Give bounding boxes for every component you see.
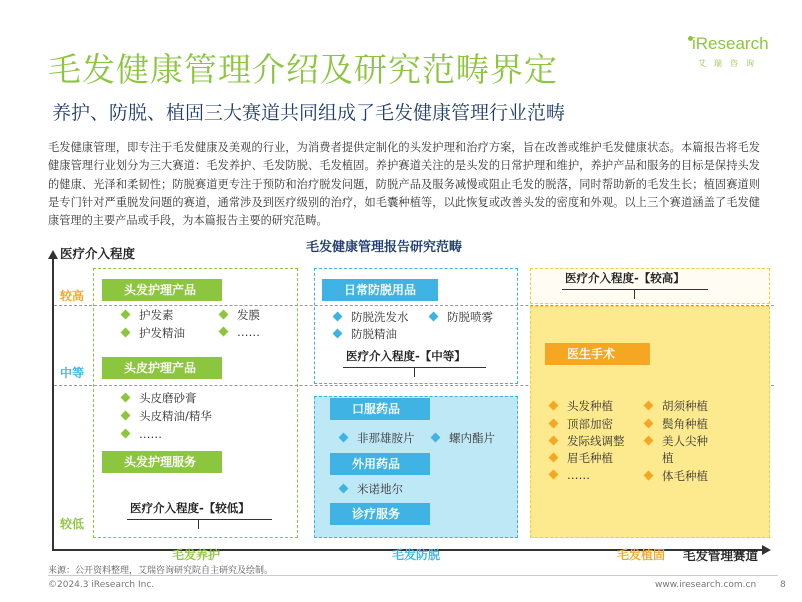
callout-underline xyxy=(562,289,708,290)
level-mid-text: 中等 xyxy=(60,366,85,380)
track-label-transplant: 毛发植固 xyxy=(617,548,666,562)
diamond-bullet-icon xyxy=(339,484,349,494)
x-axis-label: 毛发管理赛道 xyxy=(683,548,759,563)
level-high xyxy=(60,287,84,304)
category-daily-antiloss: 日常防脱用品 xyxy=(322,279,438,301)
page-title: 毛发健康管理介绍及研究范畴界定 xyxy=(48,50,558,89)
category-surgery: 医生手术 xyxy=(545,343,650,365)
category-hair-care-products: 头发护理产品 xyxy=(102,279,222,301)
diamond-bullet-icon xyxy=(644,436,654,446)
track-label-care: 毛发养护 xyxy=(172,548,221,562)
list-item: 头皮磨砂膏 xyxy=(122,390,197,406)
callout-tick xyxy=(634,289,635,299)
level-low-text: 较低 xyxy=(60,517,85,531)
diamond-bullet-icon xyxy=(644,401,654,411)
logo-brand: iResearch xyxy=(692,34,769,53)
diamond-bullet-icon xyxy=(549,453,559,463)
transplant-intervention-label: 医疗介入程度-【较高】 xyxy=(565,271,685,285)
category-topical-drugs: 外用药品 xyxy=(330,453,430,475)
diamond-bullet-icon xyxy=(121,393,131,403)
list-item: 发际线调整 xyxy=(550,433,625,449)
diamond-bullet-icon xyxy=(121,429,131,439)
list-item: 胡须种植 xyxy=(645,398,708,414)
list-item-continuation: 植 xyxy=(662,451,674,465)
callout-underline xyxy=(127,519,272,520)
category-oral-drugs: 口服药品 xyxy=(330,398,430,420)
list-item: 护发精油 xyxy=(122,325,185,341)
list-item: 防脱精油 xyxy=(334,326,397,342)
category-hair-care-services: 头发护理服务 xyxy=(102,451,222,473)
copyright: ©2024.3 iResearch Inc. xyxy=(48,580,155,590)
list-item: 非那雄胺片 xyxy=(340,430,415,446)
diamond-bullet-icon xyxy=(121,310,131,320)
diamond-bullet-icon xyxy=(549,436,559,446)
diamond-bullet-icon xyxy=(333,329,343,339)
website-link[interactable]: www.iresearch.com.cn xyxy=(655,580,757,590)
diamond-bullet-icon xyxy=(333,312,343,322)
list-item: 眉毛种植 xyxy=(550,450,613,466)
diamond-bullet-icon xyxy=(429,312,439,322)
intro-paragraph: 毛发健康管理，即专注于毛发健康及美观的行业，为消费者提供定制化的头发护理和治疗方案，旨在改善或维护毛发健康状态。本篇报告将毛发健康管理行业划分为三大赛道：毛发养护、毛发防脱、毛发植固。养护赛道关注的是头发的日常护理和维护，养护产品和服务的目标是保持头发的健康、光泽和柔韧性；防脱赛道更专注于预防和治疗脱发问题，防脱产品及服务减慢或阻止毛发的脱落，同时帮助新的毛发生长；植固赛道则是专门针对严重脱发问题的赛道，通常涉及到医疗级别的治疗，如毛囊种植等，以此恢复或改善头发的密度和外观。以上三个赛道涵盖了毛发健康管理的主要产品或手段，为本篇报告主要的研究范畴。 xyxy=(48,141,760,228)
list-item: 体毛种植 xyxy=(645,468,708,484)
diamond-bullet-icon xyxy=(339,433,349,443)
list-item: 鬓角种植 xyxy=(645,416,708,432)
track-label-antiloss: 毛发防脱 xyxy=(392,548,441,562)
diamond-bullet-icon xyxy=(219,310,229,320)
page-subtitle: 养护、防脱、植固三大赛道共同组成了毛发健康管理行业范畴 xyxy=(52,102,566,124)
category-clinical-services: 诊疗服务 xyxy=(330,503,430,525)
callout-tick xyxy=(414,367,415,377)
callout-tick xyxy=(198,519,199,529)
diamond-bullet-icon xyxy=(431,433,441,443)
x-axis-arrow-icon xyxy=(762,545,771,555)
list-item: 头发种植 xyxy=(550,398,613,414)
diamond-bullet-icon xyxy=(549,470,559,480)
source-note: 来源：公开资料整理，艾瑞咨询研究院自主研究及绘制。 xyxy=(48,566,274,576)
list-item: 防脱洗发水 xyxy=(334,309,409,325)
diamond-bullet-icon xyxy=(644,419,654,429)
list-item: 发膜 xyxy=(220,307,260,323)
list-item: 护发素 xyxy=(122,307,174,323)
list-item: 头皮精油/精华 xyxy=(122,408,212,424)
footer-divider xyxy=(48,575,778,576)
level-mid xyxy=(60,364,84,381)
diamond-bullet-icon xyxy=(121,411,131,421)
category-scalp-care-products: 头皮护理产品 xyxy=(102,357,222,379)
care-intervention-label: 医疗介入程度-【较低】 xyxy=(130,501,250,515)
list-item: …… xyxy=(220,325,260,339)
y-axis xyxy=(52,258,54,550)
chart-title: 毛发健康管理报告研究范畴 xyxy=(306,240,463,255)
logo-sub: 艾瑞咨询 xyxy=(698,59,762,68)
level-low xyxy=(60,515,84,532)
iresearch-logo xyxy=(688,30,778,74)
list-item: …… xyxy=(550,468,590,482)
list-item: 顶部加密 xyxy=(550,416,613,432)
list-item: 米诺地尔 xyxy=(340,481,403,497)
diamond-bullet-icon xyxy=(644,471,654,481)
diamond-bullet-icon xyxy=(549,419,559,429)
page-number: 8 xyxy=(780,580,786,590)
y-axis-label: 医疗介入程度 xyxy=(60,246,136,261)
level-high-text: 较高 xyxy=(60,289,85,303)
diamond-bullet-icon xyxy=(121,328,131,338)
diamond-bullet-icon xyxy=(219,327,229,337)
list-item: 防脱喷雾 xyxy=(430,309,493,325)
diamond-bullet-icon xyxy=(549,401,559,411)
list-item: 美人尖种 xyxy=(645,433,708,449)
antiloss-intervention-label: 医疗介入程度-【中等】 xyxy=(346,349,466,363)
list-item: 螺内酯片 xyxy=(432,430,495,446)
list-item: …… xyxy=(122,427,162,441)
